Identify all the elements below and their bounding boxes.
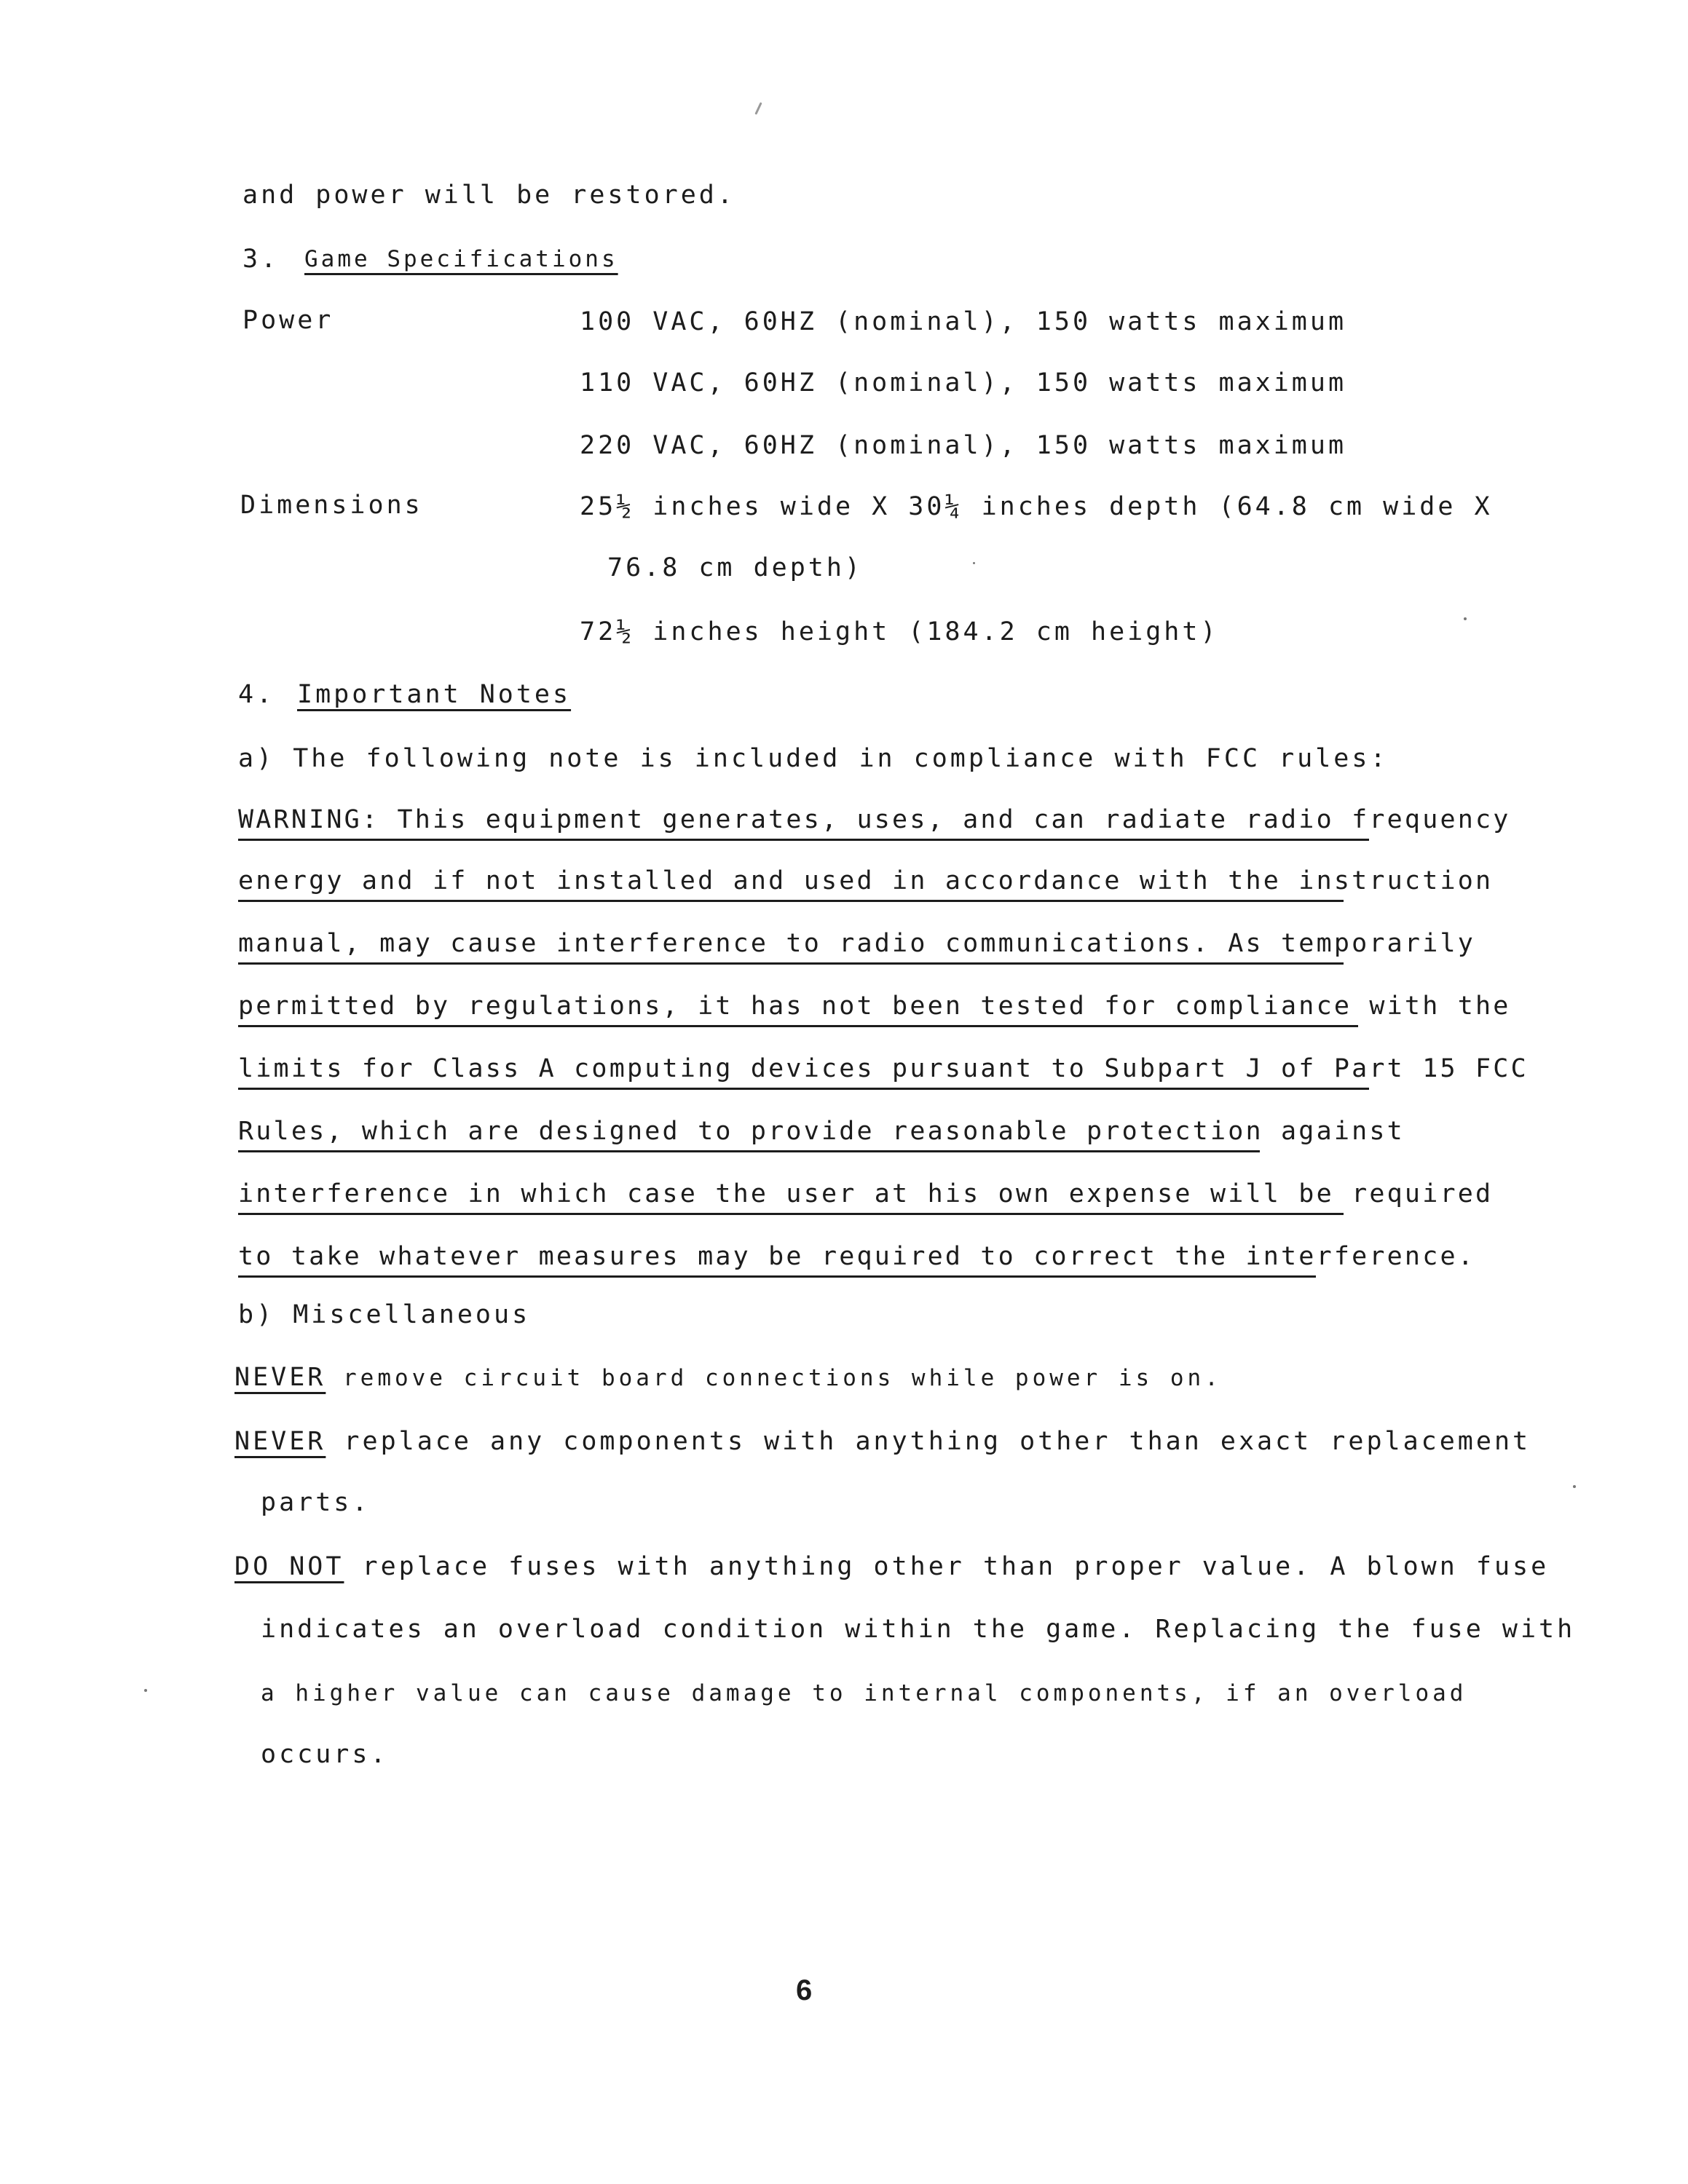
- note-text: replace fuses with anything other than proper value. A blown fuse: [344, 1552, 1550, 1581]
- warning-underline: [238, 1213, 1344, 1215]
- warning-line: manual, may cause interference to radio communications. As temporarily: [238, 929, 1476, 958]
- warning-underline: [238, 1275, 1316, 1278]
- warning-underline: [238, 1088, 1369, 1090]
- note-do-not-replace-fuses: [234, 1551, 1549, 1583]
- warning-underline: [238, 1150, 1260, 1152]
- section-3-number: 3.: [242, 245, 280, 274]
- section-4-number: 4.: [238, 680, 275, 709]
- power-line: 110 VAC, 60HZ (nominal), 150 watts maximum: [580, 368, 1347, 397]
- scan-speck: [973, 562, 975, 564]
- warning-line: Rules, which are designed to provide reasonable protection against: [238, 1117, 1405, 1146]
- warning-line: interference in which case the user at his own expense will be required: [238, 1179, 1494, 1208]
- note-never-remove: [234, 1361, 1222, 1394]
- note-continuation: indicates an overload condition within the game. Replacing the fuse with: [261, 1615, 1576, 1644]
- section-3-title: Game Specifications: [304, 246, 618, 272]
- warning-line: WARNING: This equipment generates, uses, and can radiate radio frequency: [238, 805, 1511, 834]
- warning-underline: [238, 1025, 1358, 1027]
- section-4-title: Important Notes: [297, 680, 572, 709]
- warning-line: permitted by regulations, it has not been tested for compliance with the: [238, 992, 1511, 1021]
- scan-speck: [754, 102, 762, 115]
- note-never-replace: [234, 1425, 1531, 1457]
- warning-line: to take whatever measures may be required to correct the interference.: [238, 1242, 1476, 1271]
- note-keyword: NEVER: [234, 1363, 326, 1392]
- misc-heading: b) Miscellaneous: [238, 1300, 531, 1329]
- dimensions-line: 25½ inches wide X 30¼ inches depth (64.8 cm wide X: [580, 492, 1493, 521]
- intro-line: and power will be restored.: [242, 181, 735, 210]
- note-continuation: parts.: [261, 1488, 371, 1517]
- warning-line: energy and if not installed and used in accordance with the instruction: [238, 866, 1494, 895]
- note-continuation: a higher value can cause damage to internal components, if an overload: [261, 1680, 1467, 1706]
- scan-speck: [144, 1689, 147, 1692]
- dimensions-line: 72½ inches height (184.2 cm height): [580, 617, 1219, 646]
- warning-underline: [238, 839, 1369, 841]
- warning-underline: [238, 962, 1344, 965]
- scan-speck: [1573, 1485, 1576, 1488]
- dimensions-label: Dimensions: [240, 491, 423, 520]
- note-keyword: DO NOT: [234, 1552, 344, 1581]
- note-text: replace any components with anything other than exact replacement: [326, 1427, 1531, 1456]
- note-keyword: NEVER: [234, 1427, 326, 1456]
- note-continuation: occurs.: [261, 1740, 389, 1769]
- scan-speck: [1464, 617, 1467, 620]
- warning-line: limits for Class A computing devices pursuant to Subpart J of Part 15 FCC: [238, 1054, 1529, 1083]
- dimensions-line: 76.8 cm depth): [607, 553, 864, 582]
- power-line: 220 VAC, 60HZ (nominal), 150 watts maximum: [580, 431, 1347, 460]
- note-text: remove circuit board connections while power is on.: [326, 1365, 1222, 1391]
- fcc-intro: a) The following note is included in compliance with FCC rules:: [238, 744, 1389, 773]
- power-label: Power: [242, 306, 334, 335]
- warning-underline: [238, 900, 1344, 902]
- power-line: 100 VAC, 60HZ (nominal), 150 watts maximum: [580, 307, 1347, 336]
- page-number: 6: [796, 1974, 813, 2006]
